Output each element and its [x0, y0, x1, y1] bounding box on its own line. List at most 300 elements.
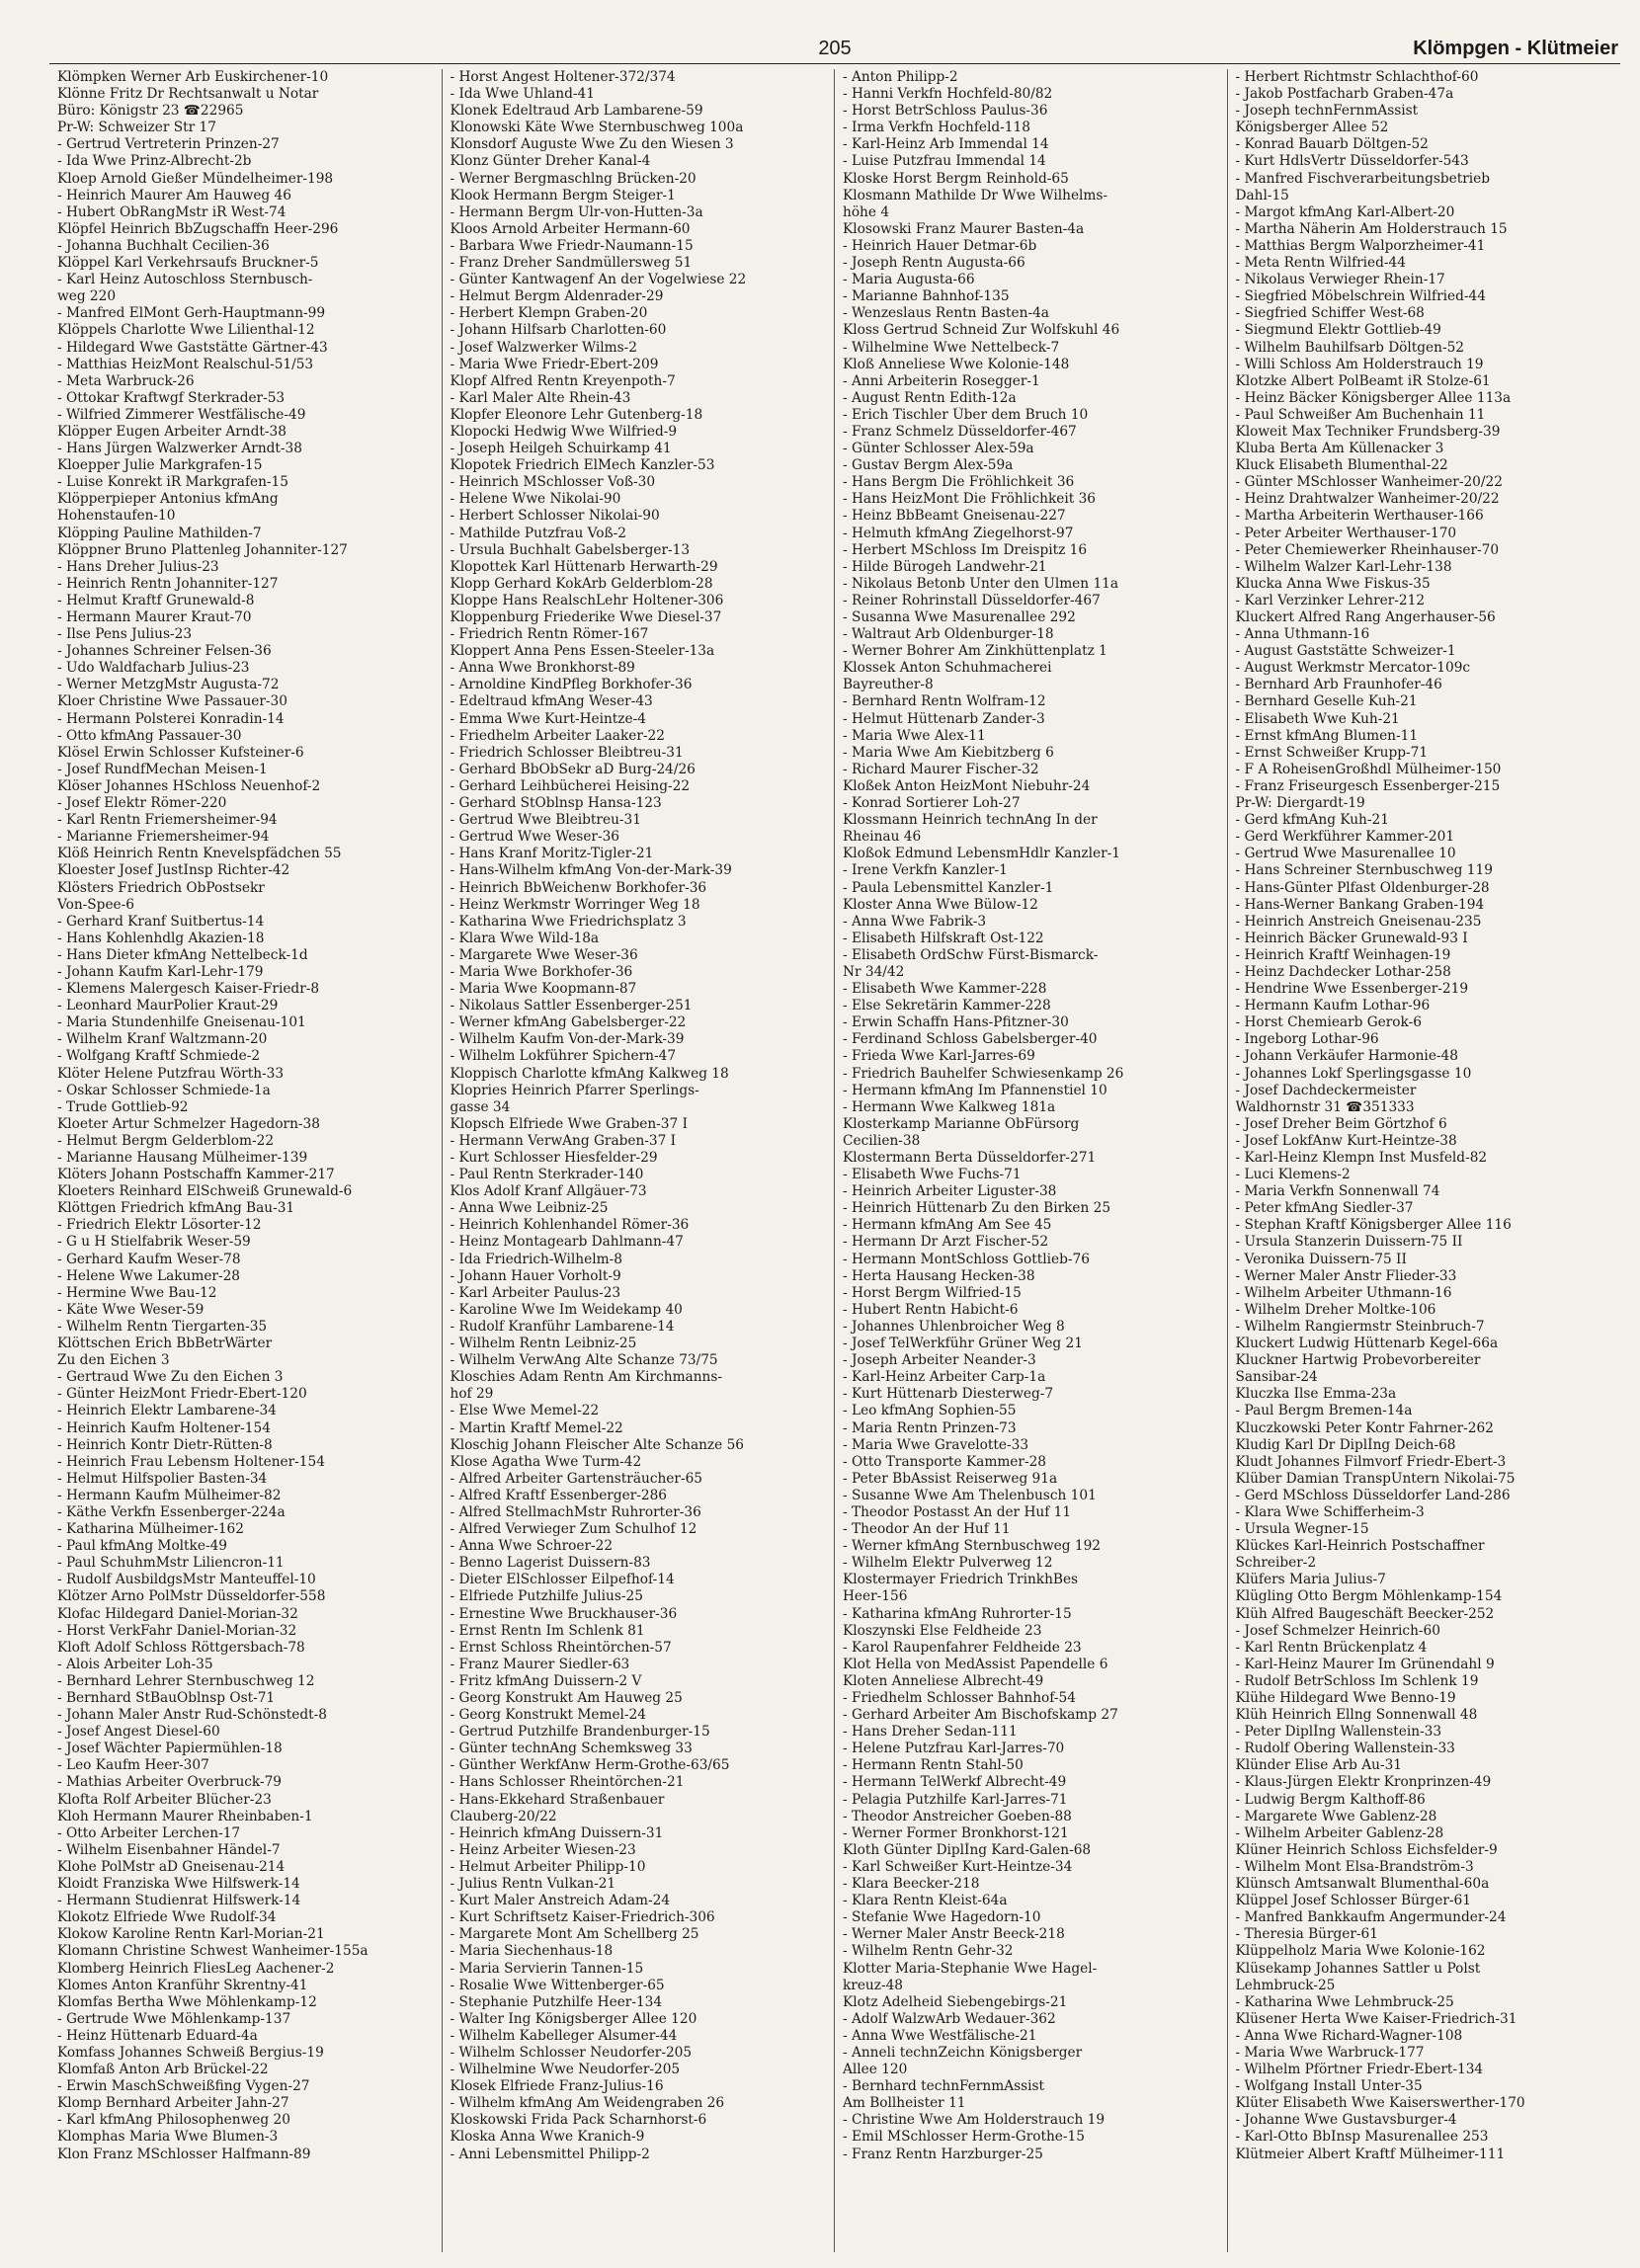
directory-entry: - Luise Putzfrau Immendal 14: [843, 153, 1046, 170]
directory-column-2: [443, 69, 836, 2252]
directory-entry: Klüppelholz Maria Wwe Kolonie-162: [1235, 1943, 1486, 1960]
directory-entry: - Gerd Werkführer Kammer-201: [1235, 829, 1455, 846]
directory-entry: - Maria Siechenhaus-18: [450, 1943, 614, 1960]
directory-entry: - Karl Verzinker Lehrer-212: [1235, 592, 1426, 608]
directory-entry: - Karl kfmAng Philosophenweg 20: [57, 2112, 290, 2129]
directory-entry: Kloepper Julie Markgrafen-15: [57, 457, 263, 474]
directory-entry: Klöppel Karl Verkehrsaufs Bruckner-5: [57, 255, 319, 272]
directory-entry: - Wilhelm Eisenbahner Händel-7: [57, 1841, 281, 1858]
directory-entry: - Kurt HdlsVertr Düsseldorfer-543: [1235, 153, 1469, 170]
directory-entry: Klüfers Maria Julius-7: [1235, 1572, 1386, 1588]
directory-entry: - Hans Schreiner Sternbuschweg 119: [1235, 862, 1493, 879]
directory-entry: - Klara Wwe Schifferheim-3: [1235, 1503, 1425, 1520]
directory-entry: Rheinau 46: [843, 829, 922, 846]
directory-entry: - Gerhard Kaufm Weser-78: [57, 1251, 241, 1267]
directory-entry: kreuz-48: [843, 1977, 904, 1993]
directory-entry: - Karl-Heinz Maurer Im Grünendahl 9: [1235, 1656, 1495, 1672]
directory-entry: - Rudolf AusbildgsMstr Manteuffel-10: [57, 1572, 316, 1588]
directory-entry: - Wilhelm Walzer Karl-Lehr-138: [1235, 558, 1452, 575]
directory-entry: - Joseph technFernmAssist: [1235, 103, 1419, 120]
directory-entry: höhe 4: [843, 203, 890, 220]
directory-entry: - Oskar Schlosser Schmiede-1a: [57, 1082, 271, 1098]
directory-entry: Klöß Heinrich Rentn Knevelspfädchen 55: [57, 846, 342, 862]
directory-entry: - Maria Verkfn Sonnenwall 74: [1235, 1183, 1440, 1200]
directory-entry: Klook Hermann Bergm Steiger-1: [450, 187, 676, 203]
directory-entry: - Kurt Maler Anstreich Adam-24: [450, 1893, 671, 1909]
directory-entry: - Heinrich Kohlenhandel Römer-36: [450, 1217, 690, 1234]
directory-entry: - Gertrud Putzhilfe Brandenburger-15: [450, 1724, 710, 1741]
directory-entry: Klos Adolf Kranf Allgäuer-73: [450, 1183, 647, 1200]
directory-entry: - Paul SchuhmMstr Liliencron-11: [57, 1555, 285, 1572]
directory-entry: Waldhornstr 31 ☎351333: [1235, 1098, 1415, 1115]
directory-entry: - Hermann Studienrat Hilfswerk-14: [57, 1893, 301, 1909]
directory-entry: Klöppner Bruno Plattenleg Johanniter-127: [57, 541, 348, 558]
directory-entry: - Bernhard Geselle Kuh-21: [1235, 693, 1418, 710]
directory-entry: - Käthe Verkfn Essenberger-224a: [57, 1503, 286, 1520]
directory-entry: - Franz Rentn Harzburger-25: [843, 2146, 1043, 2162]
directory-entry: Kloweit Max Techniker Frundsberg-39: [1235, 423, 1501, 440]
directory-entry: - Heinrich Bäcker Grunewald-93 I: [1235, 930, 1468, 946]
directory-entry: Klöpfel Heinrich BbZugschaffn Heer-296: [57, 220, 339, 237]
directory-entry: - Hans-Wilhelm kfmAng Von-der-Mark-39: [450, 862, 732, 879]
directory-entry: Klönne Fritz Dr Rechtsanwalt u Notar: [57, 86, 319, 103]
directory-entry: - Helmut Hüttenarb Zander-3: [843, 710, 1045, 727]
directory-entry: - Klemens Malergesch Kaiser-Friedr-8: [57, 981, 320, 998]
directory-entry: Klossek Anton Schuhmacherei: [843, 660, 1052, 677]
directory-entry: - Johann Hilfsarb Charlotten-60: [450, 322, 667, 339]
directory-entry: - Gerhard Arbeiter Am Bischofskamp 27: [843, 1707, 1118, 1724]
directory-entry: - Joseph Rentn Augusta-66: [843, 255, 1025, 272]
directory-entry: - Stephanie Putzhilfe Heer-134: [450, 1993, 663, 2010]
directory-entry: - Margot kfmAng Karl-Albert-20: [1235, 203, 1455, 220]
directory-entry: - Werner kfmAng Sternbuschweg 192: [843, 1538, 1102, 1555]
directory-entry: Von-Spee-6: [57, 896, 134, 913]
directory-entry: - Helmut Bergm Aldenrader-29: [450, 288, 664, 305]
directory-entry: - Hermann Wwe Kalkweg 181a: [843, 1098, 1056, 1115]
directory-entry: Klon Franz MSchlosser Halfmann-89: [57, 2146, 311, 2162]
directory-entry: Klösel Erwin Schlosser Kufsteiner-6: [57, 744, 304, 761]
directory-entry: - Heinrich Anstreich Gneisenau-235: [1235, 913, 1482, 930]
directory-entry: Klomp Bernhard Arbeiter Jahn-27: [57, 2095, 289, 2112]
directory-entry: - Karl Heinz Autoschloss Sternbusch-: [57, 272, 313, 288]
directory-columns: [49, 69, 1620, 2252]
directory-entry: - Meta Warbruck-26: [57, 372, 195, 389]
directory-entry: - Josef TelWerkführ Grüner Weg 21: [843, 1336, 1083, 1352]
directory-entry: - Peter Arbeiter Werthauser-170: [1235, 525, 1457, 541]
directory-entry: - Johanna Buchhalt Cecilien-36: [57, 237, 270, 254]
directory-entry: Klöpping Pauline Mathilden-7: [57, 525, 262, 541]
directory-entry: Allee 120: [843, 2062, 908, 2078]
directory-entry: - Ingeborg Lothar-96: [1235, 1031, 1379, 1048]
directory-entry: - August Werkmstr Mercator-109c: [1235, 660, 1471, 677]
directory-entry: - Johanne Wwe Gustavsburger-4: [1235, 2112, 1457, 2129]
directory-entry: - Maria Stundenhilfe Gneisenau-101: [57, 1014, 306, 1031]
directory-entry: - Hildegard Wwe Gaststätte Gärtner-43: [57, 339, 328, 356]
directory-entry: Kloester Josef JustInsp Richter-42: [57, 862, 290, 879]
directory-entry: Klomfas Bertha Wwe Möhlenkamp-12: [57, 1993, 317, 2010]
directory-entry: - Konrad Sortierer Loh-27: [843, 795, 1021, 812]
directory-entry: - Heinz Drahtwalzer Wanheimer-20/22: [1235, 491, 1500, 508]
directory-entry: Klose Agatha Wwe Turm-42: [450, 1453, 642, 1470]
directory-entry: - Emma Wwe Kurt-Heintze-4: [450, 710, 646, 727]
directory-entry: - Franz Dreher Sandmüllersweg 51: [450, 255, 693, 272]
directory-entry: Klosmann Mathilde Dr Wwe Wilhelms-: [843, 187, 1108, 203]
directory-entry: - G u H Stielfabrik Weser-59: [57, 1234, 251, 1251]
directory-entry: - Konrad Bauarb Döltgen-52: [1235, 136, 1429, 153]
directory-entry: - Ida Wwe Prinz-Albrecht-2b: [57, 153, 252, 170]
directory-entry: Klopp Gerhard KokArb Gelderblom-28: [450, 575, 713, 592]
directory-entry: - Alfred Verwieger Zum Schulhof 12: [450, 1521, 697, 1538]
directory-entry: - Theodor Postasst An der Huf 11: [843, 1503, 1072, 1520]
directory-entry: Klühe Hildegard Wwe Benno-19: [1235, 1690, 1456, 1706]
directory-entry: - Paul Schweißer Am Buchenhain 11: [1235, 406, 1486, 423]
directory-entry: - Elisabeth OrdSchw Fürst-Bismarck-: [843, 946, 1099, 963]
directory-entry: - Wilhelm Bauhilfsarb Döltgen-52: [1235, 339, 1465, 356]
directory-entry: - Josef Dachdeckermeister: [1235, 1082, 1417, 1098]
directory-entry: - Anni Arbeiterin Rosegger-1: [843, 372, 1040, 389]
directory-entry: Klot Hella von MedAssist Papendelle 6: [843, 1656, 1108, 1672]
directory-entry: Zu den Eichen 3: [57, 1352, 170, 1369]
directory-entry: - Hermann kfmAng Am See 45: [843, 1217, 1052, 1234]
directory-entry: - Ernestine Wwe Bruckhauser-36: [450, 1605, 678, 1622]
directory-entry: Klösters Friedrich ObPostsekr: [57, 879, 265, 896]
directory-entry: - Gerhard StOblnsp Hansa-123: [450, 795, 662, 812]
directory-entry: - Kurt Schriftsetz Kaiser-Friedrich-306: [450, 1909, 715, 1926]
directory-entry: - Alfred Kraftf Essenberger-286: [450, 1487, 667, 1503]
directory-entry: - Heinrich Kontr Dietr-Rütten-8: [57, 1436, 273, 1453]
directory-entry: - Karl Maler Alte Rhein-43: [450, 389, 631, 406]
directory-entry: - Ursula Wegner-15: [1235, 1521, 1369, 1538]
directory-entry: - Erwin MaschSchweißfing Vygen-27: [57, 2078, 310, 2095]
directory-entry: - Herta Hausang Hecken-38: [843, 1267, 1035, 1284]
directory-entry: - Siegmund Elektr Gottlieb-49: [1235, 322, 1441, 339]
directory-entry: - Ilse Pens Julius-23: [57, 626, 193, 643]
directory-entry: Klüber Damian TranspUntern Nikolai-75: [1235, 1470, 1516, 1487]
directory-entry: Kloßek Anton HeizMont Niebuhr-24: [843, 777, 1091, 794]
page-number: 205: [818, 38, 852, 59]
directory-entry: - Hans Dreher Julius-23: [57, 558, 219, 575]
directory-entry: - Gerd MSchloss Düsseldorfer Land-286: [1235, 1487, 1511, 1503]
directory-entry: - Wilhelm Dreher Moltke-106: [1235, 1301, 1436, 1318]
directory-entry: Klosowski Franz Maurer Basten-4a: [843, 220, 1085, 237]
directory-entry: - Jakob Postfacharb Graben-47a: [1235, 86, 1454, 103]
directory-entry: Kloh Hermann Maurer Rheinbaben-1: [57, 1808, 313, 1824]
directory-entry: Klöser Johannes HSchloss Neuenhof-2: [57, 777, 321, 794]
directory-entry: - Martha Arbeiterin Werthauser-166: [1235, 508, 1484, 525]
directory-entry: - Karl Arbeiter Paulus-23: [450, 1284, 621, 1301]
directory-entry: - Katharina Mülheimer-162: [57, 1521, 244, 1538]
directory-entry: - Maria Wwe Koopmann-87: [450, 981, 637, 998]
page-header: [49, 28, 1620, 64]
directory-entry: - August Gaststätte Schweizer-1: [1235, 643, 1456, 660]
directory-entry: - Gertraud Wwe Zu den Eichen 3: [57, 1369, 284, 1386]
directory-entry: - Rudolf BetrSchloss Im Schlenk 19: [1235, 1672, 1479, 1689]
directory-entry: - Werner Maler Anstr Flieder-33: [1235, 1267, 1457, 1284]
directory-entry: - Wenzeslaus Rentn Basten-4a: [843, 305, 1049, 322]
directory-entry: - Heinrich Kaufm Holtener-154: [57, 1419, 271, 1436]
directory-entry: - Peter BbAssist Reiserweg 91a: [843, 1470, 1058, 1487]
directory-entry: - Josef Schmelzer Heinrich-60: [1235, 1622, 1440, 1639]
directory-entry: - Hans-Werner Bankang Graben-194: [1235, 896, 1485, 913]
directory-entry: - Paul kfmAng Moltke-49: [57, 1538, 227, 1555]
directory-entry: - Wilhelm Rentn Tiergarten-35: [57, 1318, 268, 1335]
directory-entry: - Nikolaus Betonb Unter den Ulmen 11a: [843, 575, 1119, 592]
directory-entry: - Günter technAng Schemksweg 33: [450, 1741, 693, 1757]
directory-entry: - Maria Wwe Gravelotte-33: [843, 1436, 1029, 1453]
directory-entry: - Maria Wwe Am Kiebitzberg 6: [843, 744, 1054, 761]
directory-entry: Klomphas Maria Wwe Blumen-3: [57, 2129, 279, 2146]
directory-entry: Nr 34/42: [843, 963, 905, 980]
directory-entry: - Luise Konrekt iR Markgrafen-15: [57, 474, 288, 491]
directory-entry: - Ernst Rentn Im Schlenk 81: [450, 1622, 645, 1639]
directory-entry: - Herbert MSchloss Im Dreispitz 16: [843, 541, 1088, 558]
directory-entry: Am Bollheister 11: [843, 2095, 966, 2112]
directory-entry: - Helene Wwe Lakumer-28: [57, 1267, 241, 1284]
directory-entry: - Klara Rentn Kleist-64a: [843, 1893, 1008, 1909]
directory-entry: Kloppenburg Friederike Wwe Diesel-37: [450, 609, 722, 625]
directory-entry: Kloeters Reinhard ElSchweiß Grunewald-6: [57, 1183, 353, 1200]
directory-entry: - Karl Rentn Friemersheimer-94: [57, 812, 278, 829]
directory-entry: Kluckert Alfred Rang Angerhauser-56: [1235, 609, 1496, 625]
directory-entry: - Ernst kfmAng Blumen-11: [1235, 727, 1419, 744]
directory-entry: Klüh Alfred Baugeschäft Beecker-252: [1235, 1605, 1495, 1622]
directory-entry: - Hanni Verkfn Hochfeld-80/82: [843, 86, 1053, 103]
directory-entry: - Maria Rentn Prinzen-73: [843, 1419, 1017, 1436]
directory-entry: - Gerhard BbObSekr aD Burg-24/26: [450, 761, 696, 777]
directory-entry: - Heinz Bäcker Königsberger Allee 113a: [1235, 389, 1512, 406]
directory-entry: - Hans Schlosser Rheintörchen-21: [450, 1774, 685, 1791]
directory-entry: - Helmut Arbeiter Philipp-10: [450, 1858, 646, 1875]
directory-entry: Kloten Anneliese Albrecht-49: [843, 1672, 1044, 1689]
directory-entry: - Hilde Bürogeh Landwehr-21: [843, 558, 1047, 575]
directory-entry: - Friedrich Bauhelfer Schwiesenkamp 26: [843, 1065, 1124, 1082]
directory-entry: - Paul Rentn Sterkrader-140: [450, 1167, 644, 1183]
directory-entry: Kloske Horst Bergm Reinhold-65: [843, 170, 1069, 187]
directory-entry: - Luci Klemens-2: [1235, 1167, 1351, 1183]
directory-entry: Clauberg-20/22: [450, 1808, 557, 1824]
directory-entry: - Friedrich Schlosser Bleibtreu-31: [450, 744, 684, 761]
directory-entry: - Siegfried Schiffer West-68: [1235, 305, 1425, 322]
directory-entry: Schreiber-2: [1235, 1555, 1317, 1572]
directory-entry: - Alois Arbeiter Loh-35: [57, 1656, 213, 1672]
directory-entry: - Horst BetrSchloss Paulus-36: [843, 103, 1048, 120]
directory-entry: - Helene Wwe Nikolai-90: [450, 491, 621, 508]
directory-entry: - Peter kfmAng Siedler-37: [1235, 1200, 1414, 1217]
running-head: Klömpgen - Klütmeier: [1413, 38, 1618, 59]
directory-entry: - Rudolf Kranführ Lambarene-14: [450, 1318, 675, 1335]
directory-entry: Klügling Otto Bergm Möhlenkamp-154: [1235, 1588, 1503, 1605]
directory-entry: Klütmeier Albert Kraftf Mülheimer-111: [1235, 2146, 1506, 2162]
directory-entry: - Ernst Schloss Rheintörchen-57: [450, 1639, 672, 1656]
directory-entry: - Heinz Montagearb Dahlmann-47: [450, 1234, 684, 1251]
directory-entry: - Wilhelm Arbeiter Uthmann-16: [1235, 1284, 1452, 1301]
directory-entry: - Wilhelm Kabelleger Alsumer-44: [450, 2027, 678, 2044]
directory-entry: - Joseph Heilgeh Schuirkamp 41: [450, 441, 672, 457]
directory-entry: - Gertrud Wwe Bleibtreu-31: [450, 812, 641, 829]
directory-entry: - Ottokar Kraftwgf Sterkrader-53: [57, 389, 286, 406]
directory-entry: Hohenstaufen-10: [57, 508, 176, 525]
directory-entry: - Hermann VerwAng Graben-37 I: [450, 1132, 677, 1149]
directory-entry: - Gerhard Kranf Suitbertus-14: [57, 913, 265, 930]
directory-entry: - Ludwig Bergm Kalthoff-86: [1235, 1791, 1426, 1808]
directory-entry: - Herbert Richtmstr Schlachthof-60: [1235, 69, 1479, 85]
directory-entry: - Emil MSchlosser Herm-Grothe-15: [843, 2129, 1085, 2146]
directory-entry: - Manfred Fischverarbeitungsbetrieb: [1235, 170, 1491, 187]
directory-entry: Klüsekamp Johannes Sattler u Polst: [1235, 1960, 1481, 1977]
directory-entry: Klossmann Heinrich technAng In der: [843, 812, 1098, 829]
directory-entry: - Heinrich Hauer Detmar-6b: [843, 237, 1037, 254]
directory-entry: - Veronika Duissern-75 II: [1235, 1251, 1407, 1267]
directory-entry: - Wilhelm kfmAng Am Weidengraben 26: [450, 2095, 725, 2112]
directory-entry: - Ursula Buchhalt Gabelsberger-13: [450, 541, 691, 558]
directory-entry: - Margarete Wwe Gablenz-28: [1235, 1808, 1437, 1824]
directory-entry: - Martha Näherin Am Holderstrauch 15: [1235, 220, 1508, 237]
directory-entry: - Stephan Kraftf Königsberger Allee 116: [1235, 1217, 1512, 1234]
directory-entry: - August Rentn Edith-12a: [843, 389, 1017, 406]
directory-entry: - Maria Wwe Alex-11: [843, 727, 986, 744]
directory-entry: - Helmuth kfmAng Ziegelhorst-97: [843, 525, 1074, 541]
directory-entry: Kloft Adolf Schloss Röttgersbach-78: [57, 1639, 305, 1656]
directory-entry: - Karl-Heinz Arb Immendal 14: [843, 136, 1049, 153]
directory-entry: Sansibar-24: [1235, 1369, 1318, 1386]
directory-entry: - Günter MSchlosser Wanheimer-20/22: [1235, 474, 1503, 491]
directory-entry: - Martin Kraftf Memel-22: [450, 1419, 623, 1436]
directory-entry: - Mathias Arbeiter Overbruck-79: [57, 1774, 283, 1791]
directory-entry: Klomfaß Anton Arb Brückel-22: [57, 2062, 269, 2078]
directory-entry: - Klara Wwe Wild-18a: [450, 930, 600, 946]
directory-entry: - Nikolaus Verwieger Rhein-17: [1235, 272, 1445, 288]
directory-entry: - Hendrine Wwe Essenberger-219: [1235, 981, 1469, 998]
directory-entry: Klostermayer Friedrich TrinkhBes: [843, 1572, 1079, 1588]
directory-entry: - Trude Gottlieb-92: [57, 1098, 189, 1115]
directory-entry: - Elisabeth Hilfskraft Ost-122: [843, 930, 1044, 946]
directory-entry: Klofta Rolf Arbeiter Blücher-23: [57, 1791, 272, 1808]
directory-entry: - Gertrude Wwe Möhlenkamp-137: [57, 2010, 291, 2027]
directory-entry: - Franz Schmelz Düsseldorfer-467: [843, 423, 1077, 440]
directory-entry: Klüter Elisabeth Wwe Kaiserswerther-170: [1235, 2095, 1525, 2112]
directory-entry: - Karl Rentn Brückenplatz 4: [1235, 1639, 1428, 1656]
directory-entry: Kloschig Johann Fleischer Alte Schanze 56: [450, 1436, 745, 1453]
directory-entry: Klomann Christine Schwest Wanheimer-155a: [57, 1943, 369, 1960]
directory-entry: - Arnoldine KindPfleg Borkhofer-36: [450, 677, 693, 693]
directory-entry: - Maria Augusta-66: [843, 272, 975, 288]
directory-entry: - Bernhard StBauOblnsp Ost-71: [57, 1690, 276, 1706]
directory-entry: Klötzer Arno PolMstr Düsseldorfer-558: [57, 1588, 326, 1605]
directory-entry: - Bernhard Rentn Wolfram-12: [843, 693, 1046, 710]
directory-entry: - Hermann Maurer Kraut-70: [57, 609, 252, 625]
directory-entry: - Maria Servierin Tannen-15: [450, 1960, 644, 1977]
directory-entry: - Heinrich Elektr Lambarene-34: [57, 1403, 277, 1419]
directory-entry: - Josef LokfAnw Kurt-Heintze-38: [1235, 1132, 1457, 1149]
directory-entry: - Elisabeth Wwe Fuchs-71: [843, 1167, 1022, 1183]
directory-entry: - Horst Bergm Wilfried-15: [843, 1284, 1022, 1301]
directory-entry: - Hans Bergm Die Fröhlichkeit 36: [843, 474, 1075, 491]
directory-entry: Klöter Helene Putzfrau Wörth-33: [57, 1065, 285, 1082]
directory-entry: Klünder Elise Arb Au-31: [1235, 1757, 1402, 1774]
directory-entry: - Helmut Bergm Gelderblom-22: [57, 1132, 275, 1149]
directory-entry: - Anna Wwe Richard-Wagner-108: [1235, 2027, 1463, 2044]
directory-entry: - Ferdinand Schloss Gabelsberger-40: [843, 1031, 1098, 1048]
directory-entry: - Klaus-Jürgen Elektr Kronprinzen-49: [1235, 1774, 1492, 1791]
directory-entry: - Hubert Rentn Habicht-6: [843, 1301, 1019, 1318]
directory-entry: Klopfer Eleonore Lehr Gutenberg-18: [450, 406, 703, 423]
directory-entry: - Marianne Bahnhof-135: [843, 288, 1010, 305]
directory-entry: - Manfred ElMont Gerh-Hauptmann-99: [57, 305, 326, 322]
directory-entry: Klomes Anton Kranführ Skrentny-41: [57, 1977, 308, 1993]
directory-entry: - Hans Kranf Moritz-Tigler-21: [450, 846, 654, 862]
directory-entry: - F A RoheisenGroßhdl Mülheimer-150: [1235, 761, 1502, 777]
directory-entry: - Richard Maurer Fischer-32: [843, 761, 1039, 777]
directory-entry: Klöppels Charlotte Wwe Lilienthal-12: [57, 322, 315, 339]
directory-entry: Kloppe Hans RealschLehr Holtener-306: [450, 592, 724, 608]
directory-entry: - Heinrich BbWeichenw Borkhofer-36: [450, 879, 707, 896]
directory-entry: - Elisabeth Wwe Kammer-228: [843, 981, 1047, 998]
directory-entry: - Fritz kfmAng Duissern-2 V: [450, 1672, 642, 1689]
directory-entry: - Günter Kantwagenf An der Vogelwiese 22: [450, 272, 747, 288]
directory-entry: - Siegfried Möbelschrein Wilfried-44: [1235, 288, 1486, 305]
directory-entry: - Helmut Kraftf Grunewald-8: [57, 592, 255, 608]
directory-entry: - Johann Hauer Vorholt-9: [450, 1267, 621, 1284]
directory-entry: - Hans HeizMont Die Fröhlichkeit 36: [843, 491, 1096, 508]
directory-entry: - Hubert ObRangMstr iR West-74: [57, 203, 287, 220]
directory-entry: - Heinz BbBeamt Gneisenau-227: [843, 508, 1066, 525]
directory-entry: - Anna Wwe Fabrik-3: [843, 913, 987, 930]
directory-entry: - Katharina Wwe Lehmbruck-25: [1235, 1993, 1454, 2010]
directory-entry: - Karoline Wwe Im Weidekamp 40: [450, 1301, 683, 1318]
directory-entry: - Bernhard Lehrer Sternbuschweg 12: [57, 1672, 315, 1689]
directory-entry: - Pelagia Putzhilfe Karl-Jarres-71: [843, 1791, 1068, 1808]
directory-entry: Klonsdorf Auguste Wwe Zu den Wiesen 3: [450, 136, 734, 153]
directory-entry: Komfass Johannes Schweiß Bergius-19: [57, 2044, 324, 2061]
directory-entry: - Elisabeth Wwe Kuh-21: [1235, 710, 1400, 727]
directory-entry: - Werner kfmAng Gabelsberger-22: [450, 1014, 687, 1031]
directory-entry: - Else Wwe Memel-22: [450, 1403, 600, 1419]
directory-entry: - Joseph Arbeiter Neander-3: [843, 1352, 1036, 1369]
directory-entry: - Wilhelm Arbeiter Gablenz-28: [1235, 1824, 1444, 1841]
directory-entry: - Anna Wwe Leibniz-25: [450, 1200, 609, 1217]
directory-entry: - Hermann Kaufm Lothar-96: [1235, 998, 1431, 1014]
directory-entry: - Karl-Heinz Klempn Inst Musfeld-82: [1235, 1150, 1488, 1166]
directory-entry: - Friedrich Elektr Lösorter-12: [57, 1217, 262, 1234]
directory-entry: - Heinrich Arbeiter Liguster-38: [843, 1183, 1057, 1200]
directory-entry: - Wilhelm Mont Elsa-Brandström-3: [1235, 1858, 1474, 1875]
directory-entry: - Wilfried Zimmerer Westfälische-49: [57, 406, 306, 423]
directory-entry: - Werner Former Bronkhorst-121: [843, 1824, 1069, 1841]
directory-entry: - Katharina kfmAng Ruhrorter-15: [843, 1605, 1072, 1622]
directory-entry: Lehmbruck-25: [1235, 1977, 1336, 1993]
directory-entry: - Rosalie Wwe Wittenberger-65: [450, 1977, 665, 1993]
directory-entry: - Horst Angest Holtener-372/374: [450, 69, 676, 85]
directory-entry: Klopocki Hedwig Wwe Wilfried-9: [450, 423, 678, 440]
directory-entry: Kloppert Anna Pens Essen-Steeler-13a: [450, 643, 715, 660]
directory-entry: - Margarete Wwe Weser-36: [450, 946, 638, 963]
directory-entry: - Wilhelmine Wwe Nettelbeck-7: [843, 339, 1060, 356]
directory-entry: gasse 34: [450, 1098, 511, 1115]
directory-entry: - Frieda Wwe Karl-Jarres-69: [843, 1048, 1035, 1065]
directory-entry: - Wolfgang Install Unter-35: [1235, 2078, 1423, 2095]
directory-entry: - Irma Verkfn Hochfeld-118: [843, 120, 1030, 136]
directory-entry: Klünsch Amtsanwalt Blumenthal-60a: [1235, 1876, 1490, 1893]
directory-entry: - Anna Wwe Westfälische-21: [843, 2027, 1037, 2044]
directory-entry: Klofac Hildegard Daniel-Morian-32: [57, 1605, 298, 1622]
directory-entry: Klosterkamp Marianne ObFürsorg: [843, 1115, 1080, 1132]
directory-entry: - Bernhard technFernmAssist: [843, 2078, 1045, 2095]
directory-entry: - Edeltraud kfmAng Weser-43: [450, 693, 653, 710]
directory-entry: - Reiner Rohrinstall Düsseldorfer-467: [843, 592, 1101, 608]
directory-entry: Klöpper Eugen Arbeiter Arndt-38: [57, 423, 287, 440]
directory-entry: - Hans Dreher Sedan-111: [843, 1724, 1018, 1741]
directory-entry: - Maria Wwe Friedr-Ebert-209: [450, 356, 659, 372]
